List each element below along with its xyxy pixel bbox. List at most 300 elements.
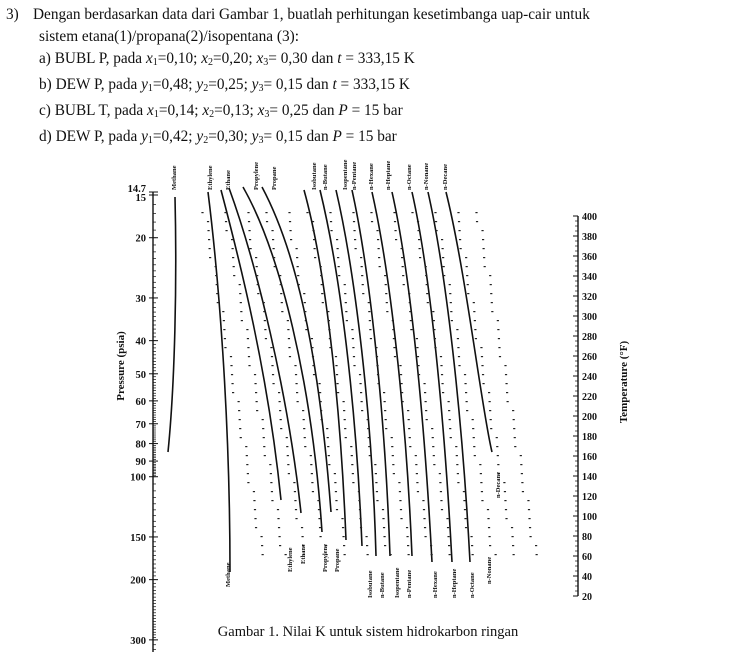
k-scale-tick	[488, 536, 490, 537]
k-scale-tick	[253, 491, 255, 492]
k-scale-tick	[231, 383, 233, 384]
condition-value: = 15 bar	[351, 102, 403, 119]
k-scale-tick	[449, 554, 451, 555]
temperature-tick-label: 260	[582, 352, 597, 363]
variable-symbol: y	[251, 76, 259, 93]
k-scale-tick	[417, 230, 419, 231]
k-scale-tick	[384, 275, 386, 276]
k-scale-tick	[441, 383, 443, 384]
k-scale-tick	[386, 302, 388, 303]
k-scale-tick	[255, 257, 257, 258]
k-scale-tick	[473, 437, 475, 438]
question-part	[6, 48, 730, 74]
k-scale-tick	[400, 518, 402, 519]
k-scale-tick	[254, 509, 256, 510]
k-scale-tick	[271, 500, 273, 501]
k-scale-tick	[449, 293, 451, 294]
k-scale-tick	[417, 356, 419, 357]
k-scale-tick	[367, 419, 369, 420]
k-curve	[168, 197, 176, 452]
k-scale-tick	[248, 230, 250, 231]
k-scale-tick	[319, 536, 321, 537]
k-scale-tick	[440, 356, 442, 357]
k-scale-tick	[248, 365, 250, 366]
k-scale-tick	[377, 239, 379, 240]
k-scale-tick	[273, 248, 275, 249]
k-scale-tick	[263, 437, 265, 438]
k-scale-tick	[321, 284, 323, 285]
top-compound-label: n-Butane	[322, 164, 329, 190]
k-scale-tick	[326, 428, 328, 429]
k-scale-tick	[467, 284, 469, 285]
k-scale-tick	[310, 464, 312, 465]
k-scale-tick	[260, 536, 262, 537]
k-scale-tick	[400, 383, 402, 384]
k-scale-tick	[410, 329, 412, 330]
top-compound-label: Ethylene	[207, 165, 214, 190]
k-scale-tick	[368, 446, 370, 447]
k-scale-tick	[279, 275, 281, 276]
k-scale-tick	[463, 500, 465, 501]
k-scale-tick	[241, 320, 243, 321]
k-scale-tick	[376, 491, 378, 492]
k-scale-tick	[442, 248, 444, 249]
k-scale-tick	[529, 527, 531, 528]
top-compound-label: n-Decane	[442, 164, 449, 190]
k-scale-tick	[281, 311, 283, 312]
k-scale-tick	[295, 509, 297, 510]
k-scale-tick	[317, 500, 319, 501]
k-scale-tick	[479, 464, 481, 465]
k-scale-tick	[481, 356, 483, 357]
k-scale-tick	[353, 221, 355, 222]
top-compound-label: Isopentane	[342, 159, 349, 190]
k-scale-tick	[423, 383, 425, 384]
k-scale-tick	[312, 230, 314, 231]
k-scale-tick	[345, 437, 347, 438]
bottom-compound-label: Ethane	[300, 544, 307, 564]
pressure-tick-label: 80	[135, 439, 146, 451]
k-scale-tick	[489, 410, 491, 411]
k-scale-tick	[529, 536, 531, 537]
k-scale-tick	[403, 284, 405, 285]
k-scale-tick	[353, 365, 355, 366]
pressure-axis-title: Pressure (psia)	[115, 331, 127, 401]
k-scale-tick	[488, 527, 490, 528]
variable-symbol: y	[251, 128, 259, 145]
k-scale-tick	[223, 320, 225, 321]
question-parts	[6, 48, 730, 152]
condition-connector: dan	[312, 102, 335, 119]
k-scale-tick	[246, 329, 248, 330]
k-scale-tick	[274, 266, 276, 267]
k-scale-tick	[334, 473, 336, 474]
k-scale-tick	[384, 401, 386, 402]
k-scale-tick	[311, 347, 313, 348]
variable-value: =0,25;	[208, 76, 248, 93]
k-scale-tick	[450, 302, 452, 303]
k-scale-tick	[451, 320, 453, 321]
k-scale-tick	[400, 374, 402, 375]
k-scale-tick	[439, 473, 441, 474]
k-scale-tick	[418, 239, 420, 240]
k-scale-tick	[527, 500, 529, 501]
k-scale-tick	[256, 410, 258, 411]
k-scale-tick	[490, 419, 492, 420]
k-scale-tick	[446, 518, 448, 519]
k-scale-tick	[513, 419, 515, 420]
variable-value: =0,20;	[213, 50, 253, 67]
k-scale-tick	[376, 230, 378, 231]
k-scale-tick	[490, 284, 492, 285]
k-scale-tick	[310, 455, 312, 456]
k-scale-tick	[522, 491, 524, 492]
question-part	[6, 126, 730, 152]
variable-subscript: 3	[258, 83, 264, 94]
k-scale-tick	[424, 392, 426, 393]
k-scale-tick	[475, 338, 477, 339]
k-scale-tick	[230, 356, 232, 357]
k-scale-tick	[370, 338, 372, 339]
k-scale-tick	[447, 527, 449, 528]
k-scale-tick	[271, 365, 273, 366]
k-scale-tick	[425, 275, 427, 276]
k-scale-tick	[481, 230, 483, 231]
k-scale-tick	[433, 455, 435, 456]
k-scale-tick	[476, 221, 478, 222]
k-scale-tick	[319, 527, 321, 528]
k-scale-tick	[435, 230, 437, 231]
k-scale-tick	[425, 401, 427, 402]
k-scale-tick	[270, 482, 272, 483]
k-scale-tick	[449, 284, 451, 285]
condition-variable: P	[338, 102, 348, 119]
k-scale-tick	[312, 221, 314, 222]
k-scale-tick	[408, 554, 410, 555]
k-scale-tick	[313, 374, 315, 375]
temperature-tick-label: 400	[582, 212, 597, 223]
k-scale-tick	[288, 212, 290, 213]
k-scale-tick	[361, 266, 363, 267]
k-scale-tick	[225, 230, 227, 231]
k-scale-tick	[528, 518, 530, 519]
k-scale-tick	[279, 401, 281, 402]
k-scale-tick	[342, 527, 344, 528]
k-scale-tick	[352, 347, 354, 348]
k-scale-tick	[273, 257, 275, 258]
k-scale-tick	[489, 401, 491, 402]
k-scale-tick	[512, 410, 514, 411]
k-scale-tick	[368, 437, 370, 438]
bottom-compound-label: Methane	[225, 562, 232, 587]
k-scale-tick	[392, 320, 394, 321]
variable-subscript: 2	[208, 57, 214, 68]
k-scale-tick	[271, 491, 273, 492]
k-scale-tick	[345, 311, 347, 312]
k-scale-tick	[231, 239, 233, 240]
variable-subscript: 3	[263, 57, 269, 68]
k-scale-tick	[441, 509, 443, 510]
k-scale-tick	[336, 383, 338, 384]
k-scale-tick	[417, 221, 419, 222]
variable-value: = 0,15	[263, 76, 303, 93]
variable-value: = 0,30	[268, 50, 308, 67]
k-scale-tick	[320, 266, 322, 267]
k-scale-tick	[341, 518, 343, 519]
k-scale-tick	[394, 221, 396, 222]
k-scale-tick	[423, 518, 425, 519]
k-scale-tick	[265, 212, 267, 213]
k-scale-tick	[293, 482, 295, 483]
k-scale-tick	[392, 329, 394, 330]
k-scale-tick	[490, 293, 492, 294]
k-scale-tick	[359, 509, 361, 510]
k-scale-tick	[358, 500, 360, 501]
k-scale-tick	[401, 392, 403, 393]
k-scale-tick	[384, 545, 386, 546]
k-scale-tick	[401, 257, 403, 258]
k-scale-tick	[233, 275, 235, 276]
variable-value: = 0,15	[263, 128, 303, 145]
k-scale-tick	[377, 374, 379, 375]
k-scale-tick	[230, 365, 232, 366]
k-scale-tick	[480, 482, 482, 483]
k-scale-tick	[392, 464, 394, 465]
k-scale-tick	[346, 320, 348, 321]
k-scale-tick	[386, 311, 388, 312]
k-scale-tick	[472, 554, 474, 555]
k-scale-tick	[425, 410, 427, 411]
k-scale-tick	[443, 275, 445, 276]
k-scale-tick	[281, 302, 283, 303]
k-scale-tick	[239, 293, 241, 294]
k-scale-tick	[321, 293, 323, 294]
k-scale-tick	[407, 545, 409, 546]
top-compound-label: n-Octane	[406, 164, 413, 190]
variable-subscript: 2	[203, 83, 209, 94]
k-scale-tick	[455, 446, 457, 447]
k-scale-tick	[314, 248, 316, 249]
k-scale-tick	[320, 401, 322, 402]
k-scale-tick	[278, 527, 280, 528]
k-scale-tick	[481, 365, 483, 366]
k-scale-tick	[442, 392, 444, 393]
k-scale-tick	[239, 428, 241, 429]
k-scale-tick	[505, 518, 507, 519]
k-scale-tick	[263, 446, 265, 447]
k-scale-tick	[375, 473, 377, 474]
k-scale-tick	[367, 554, 369, 555]
variable-subscript: 2	[209, 109, 215, 120]
k-scale-tick	[264, 320, 266, 321]
variable-value: =0,14;	[158, 102, 199, 119]
k-scale-tick	[497, 464, 499, 465]
k-scale-tick	[270, 347, 272, 348]
k-scale-tick	[382, 518, 384, 519]
k-scale-tick	[338, 266, 340, 267]
k-scale-tick	[513, 428, 515, 429]
k-scale-tick	[391, 437, 393, 438]
temperature-tick-label: 340	[582, 272, 597, 283]
k-scale-tick	[505, 374, 507, 375]
k-scale-tick	[535, 545, 537, 546]
k-scale-tick	[431, 428, 433, 429]
k-scale-tick	[265, 338, 267, 339]
k-scale-tick	[472, 419, 474, 420]
k-scale-tick	[254, 518, 256, 519]
k-scale-tick	[351, 464, 353, 465]
k-scale-tick	[402, 266, 404, 267]
k-scale-tick	[399, 500, 401, 501]
k-scale-tick	[367, 428, 369, 429]
k-scale-tick	[238, 410, 240, 411]
k-scale-tick	[484, 266, 486, 267]
k-scale-tick	[422, 500, 424, 501]
k-scale-tick	[416, 347, 418, 348]
k-scale-tick	[238, 401, 240, 402]
k-scale-tick	[475, 212, 477, 213]
bottom-compound-label: n-Nonane	[486, 556, 493, 584]
k-scale-tick	[460, 248, 462, 249]
k-scale-tick	[392, 455, 394, 456]
k-scale-tick	[483, 248, 485, 249]
k-scale-tick	[320, 410, 322, 411]
k-scale-tick	[336, 239, 338, 240]
k-scale-tick	[448, 401, 450, 402]
temperature-tick-label: 100	[582, 512, 597, 523]
k-scale-tick	[490, 428, 492, 429]
temperature-tick-label: 240	[582, 372, 597, 383]
k-scale-tick	[269, 464, 271, 465]
k-scale-tick	[301, 536, 303, 537]
k-scale-tick	[456, 329, 458, 330]
variable-symbol: y	[196, 128, 204, 145]
k-scale-tick	[302, 410, 304, 411]
k-scale-tick	[247, 347, 249, 348]
k-scale-tick	[248, 356, 250, 357]
k-scale-tick	[294, 500, 296, 501]
k-scale-tick	[433, 329, 435, 330]
k-scale-tick	[270, 473, 272, 474]
k-scale-tick	[459, 239, 461, 240]
k-scale-tick	[458, 221, 460, 222]
k-scale-tick	[423, 509, 425, 510]
k-scale-tick	[430, 545, 432, 546]
bottom-compound-labels	[225, 472, 502, 598]
k-scale-tick	[399, 365, 401, 366]
k-scale-tick	[466, 410, 468, 411]
variable-subscript: 1	[153, 109, 159, 120]
k-scale-tick	[286, 437, 288, 438]
k-scale-tick	[342, 536, 344, 537]
k-scale-tick	[207, 221, 209, 222]
k-scale-tick	[246, 464, 248, 465]
k-scale-tick	[359, 518, 361, 519]
condition-connector: dan	[311, 50, 334, 67]
k-scale-tick	[217, 302, 219, 303]
k-scale-tick	[377, 383, 379, 384]
k-scale-tick	[406, 527, 408, 528]
k-scale-tick	[262, 554, 264, 555]
k-scale-tick	[514, 446, 516, 447]
k-scale-tick	[449, 428, 451, 429]
k-scale-tick	[507, 401, 509, 402]
k-scale-tick	[400, 509, 402, 510]
k-scale-tick	[408, 293, 410, 294]
k-scale-tick	[232, 392, 234, 393]
k-scale-tick	[345, 302, 347, 303]
k-scale-tick	[402, 275, 404, 276]
k-scale-tick	[521, 482, 523, 483]
k-scale-tick	[504, 365, 506, 366]
k-scale-tick	[365, 536, 367, 537]
variable-value: =0,42;	[152, 128, 193, 145]
k-scale-tick	[240, 311, 242, 312]
k-scale-tick	[431, 554, 433, 555]
variable-subscript: 1	[147, 135, 153, 146]
k-scale-tick	[337, 257, 339, 258]
k-scale-tick	[457, 212, 459, 213]
variable-value: =0,13;	[214, 102, 254, 119]
temperature-tick-label: 300	[582, 312, 597, 323]
k-scale-tick	[209, 257, 211, 258]
variable-value: = 0,25	[269, 102, 309, 119]
k-scale-tick	[470, 536, 472, 537]
k-scale-tick	[289, 230, 291, 231]
k-scale-tick	[393, 347, 395, 348]
k-scale-tick	[505, 509, 507, 510]
k-scale-tick	[416, 473, 418, 474]
k-scale-tick	[409, 302, 411, 303]
k-scale-tick	[480, 473, 482, 474]
top-compound-label: n-Nonane	[423, 162, 430, 190]
k-scale-tick	[376, 365, 378, 366]
k-scale-tick	[376, 356, 378, 357]
k-scale-tick	[250, 248, 252, 249]
k-scale-tick	[335, 500, 337, 501]
temperature-tick-label: 320	[582, 292, 597, 303]
k-scale-tick	[359, 383, 361, 384]
k-scale-tick	[233, 266, 235, 267]
k-scale-tick	[424, 536, 426, 537]
k-scale-tick	[415, 455, 417, 456]
k-scale-tick	[512, 545, 514, 546]
k-curve	[262, 187, 331, 512]
k-scale-tick	[314, 257, 316, 258]
k-scale-tick	[337, 392, 339, 393]
k-scale-tick	[247, 338, 249, 339]
k-scale-tick	[447, 536, 449, 537]
temperature-tick-label: 220	[582, 392, 597, 403]
pressure-tick-label: 200	[130, 575, 146, 587]
k-scale-tick	[297, 266, 299, 267]
variable-subscript: 1	[147, 83, 153, 94]
k-scale-tick	[223, 329, 225, 330]
condition-variable: t	[332, 76, 337, 93]
k-scale-tick	[426, 293, 428, 294]
k-scale-tick	[278, 392, 280, 393]
k-scale-tick	[416, 482, 418, 483]
k-scale-tick	[439, 482, 441, 483]
k-scale-tick	[338, 275, 340, 276]
top-compound-label: n-Pentane	[351, 161, 358, 190]
k-scale-tick	[416, 338, 418, 339]
bottom-compound-label: Propylene	[322, 543, 329, 572]
k-scale-tick	[311, 482, 313, 483]
k-scale-tick	[371, 221, 373, 222]
k-scale-tick	[272, 383, 274, 384]
k-scale-tick	[328, 329, 330, 330]
